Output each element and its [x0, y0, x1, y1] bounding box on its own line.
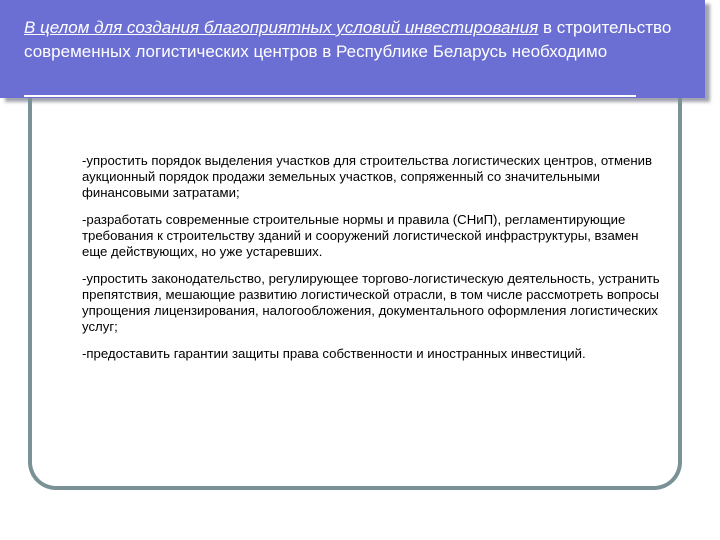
- list-item: -упростить законодательство, регулирующее торгово-логистическую деятельность, устранить препятствия, мешающие развитию логистической отрасли, в том числе рассмотреть вопросы упрощения лицензирования, налогообложения, документального оформления логистических услуг;: [82, 271, 660, 334]
- bullet-list: [82, 153, 662, 373]
- title-rest: в строительство современных логистических центров в Республике Беларусь необходимо: [24, 18, 672, 61]
- title-emphasis: В целом для создания благоприятных условий инвестирования: [24, 18, 539, 37]
- list-item: -упростить порядок выделения участков для строительства логистических центров, отменив аукционный порядок продажи земельных участков, сопряженный со значительными финансовыми затратами;: [82, 153, 653, 200]
- title-divider: [24, 95, 636, 97]
- title-banner: [0, 0, 705, 98]
- list-item: -разработать современные строительные нормы и правила (СНиП), регламентирующие требования к строительству зданий и сооружений логистической инфраструктуры, взамен еще действующих, но уже устаревших.: [82, 212, 639, 259]
- slide-title: [24, 16, 684, 64]
- list-item: -предоставить гарантии защиты права собственности и иностранных инвестиций.: [82, 346, 586, 361]
